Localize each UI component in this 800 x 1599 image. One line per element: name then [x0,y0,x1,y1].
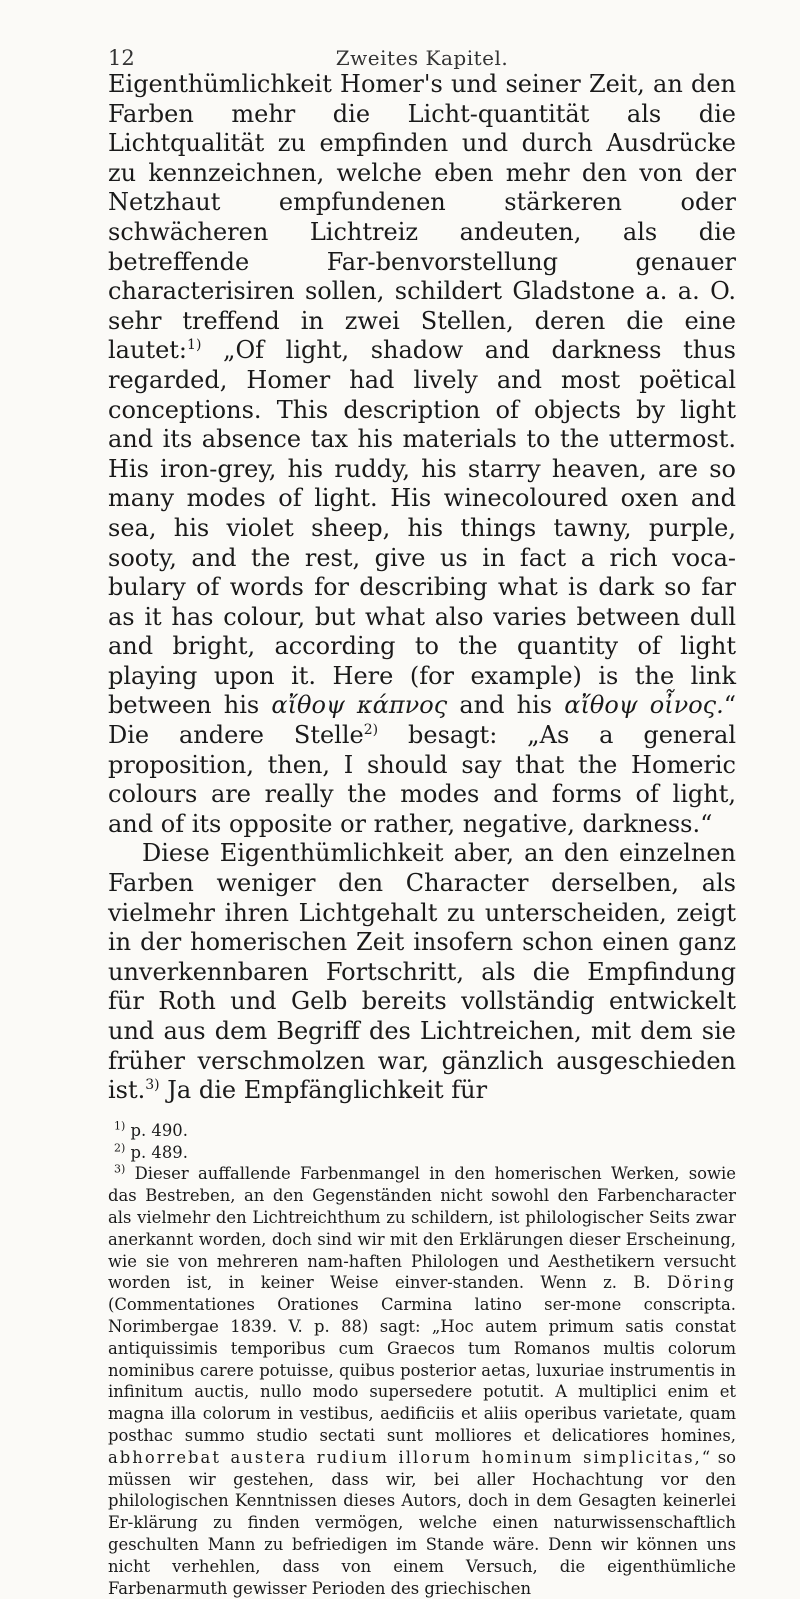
footnote-marker: 2) [114,1141,126,1155]
greek-phrase: αἴθοψ κάπνος [271,691,448,720]
footnote-1 [108,1120,736,1142]
quote-text: besagt: „As a general proposition, then, I should say that the Homeric colours are really the modes and forms of light, and of its opposite or rather, negative, darkness.“ [108,721,737,838]
page-header [108,0,736,70]
text-run: “ Die andere Stelle [108,691,737,750]
paragraph-1 [108,70,736,839]
greek-phrase: αἴθοψ οἶνος. [564,691,724,720]
footnote-text: (Commentationes Orationes Carmina latino ser-mone conscripta. Norimbergae 1839. V. p. 88) sagt: „Hoc autem primum satis constat antiquissimis temporibus cum Graecos tum Romanos multis colorum nominibus carere potuisse, quibus posterior aetas, luxuriae instrumentis in infinitum auctis, nullo modo supersedere potutit. A multiplici enim et magna illa colorum in vestibus, aedificiis et aliis operibus varietate, quam posthac summo studio sectati sunt molliores et delicatiores homines, [108,1295,736,1445]
text-run: and his [447,691,565,720]
footnote-3 [108,1163,736,1599]
text-run: Ja die Empfänglichkeit für [159,1076,488,1105]
main-text [108,70,736,1106]
footnote-text: p. 490. [125,1120,188,1140]
author-name: Döring [666,1273,736,1293]
footnotes [108,1120,736,1599]
paragraph-2 [108,839,736,1105]
footnote-reference[interactable]: 2) [363,722,379,739]
quote-text: „Of light, shadow and darkness thus regarded, Homer had lively and most poëtical conceptions. This description of objects by light and its absence tax his materials to the uttermost. His iron-grey, his ruddy, his starry heaven, are so many modes of light. His winecoloured oxen and sea, his violet sheep, his things tawny, purple, sooty, and the rest, give us in fact a rich voca-bulary of words for describing what is dark so far as it has colour, but what also varies between dull and bright, according to the quantity of light playing upon it. Here (for example) is the link between his [108,336,736,720]
footnote-marker: 1) [114,1119,126,1133]
footnote-text: p. 489. [125,1142,188,1162]
running-title: Zweites Kapitel. [335,46,509,70]
footnote-reference[interactable]: 1) [187,337,202,354]
footnote-2 [108,1142,736,1164]
text-run: Diese Eigenthümlichkeit aber, an den einzelnen Farben weniger den Character derselben, als vielmehr ihren Lichtgehalt zu unterscheiden, zeigt in der homerischen Zeit insofern schon einen ganz unverkennbaren Fortschritt, als die Empfindung für Roth und Gelb bereits vollständig entwickelt und aus dem Begriff des Lichtreichen, mit dem sie früher verschmolzen war, gänzlich ausgeschieden ist. [108,839,736,1105]
text-run: Eigenthümlichkeit Homer's und seiner Zeit, an den Farben mehr die Licht-quantität als die Lichtqualität zu empfinden und durch Ausdrücke zu kennzeichnen, welche eben mehr den von der Netzhaut empfundenen stärkeren oder schwächeren Lichtreiz andeuten, als die betreffende Far-benvorstellung genauer characterisiren sollen, schildert Gladstone a. a. O. sehr treffend in zwei Stellen, deren die eine lautet: [108,70,736,365]
footnote-text: “ so müssen wir gestehen, dass wir, bei aller Hochachtung vor den philologischen Kenntnissen dieses Autors, doch in dem Gesagten keinerlei Er-klärung zu finden vermögen, welche einen naturwissenschaftlich geschulten Mann zu befriedigen im Stande wäre. Denn wir können uns nicht verhehlen, dass von einem Versuch, die eigenthümliche Farbenarmuth gewisser Perioden des griechischen [108,1447,736,1598]
footnote-text: Dieser auffallende Farbenmangel in den homerischen Werken, sowie das Bestreben, an den Gegenständen nicht sowohl den Farbencharacter als vielmehr den Lichtreichthum zu schildern, ist philologischer Seits zwar anerkannt worden, doch sind wir mit den Erklärungen dieser Erscheinung, wie sie von mehreren nam-haften Philologen und Aesthetikern versucht worden ist, in keiner Weise einver-standen. Wenn z. B. [108,1164,736,1293]
page-number: 12 [108,46,135,70]
footnote-reference[interactable]: 3) [145,1077,160,1094]
emphasized-quote: abhorrebat austera rudium illorum hominum simplicitas, [108,1447,702,1467]
footnote-marker: 3) [114,1162,126,1176]
